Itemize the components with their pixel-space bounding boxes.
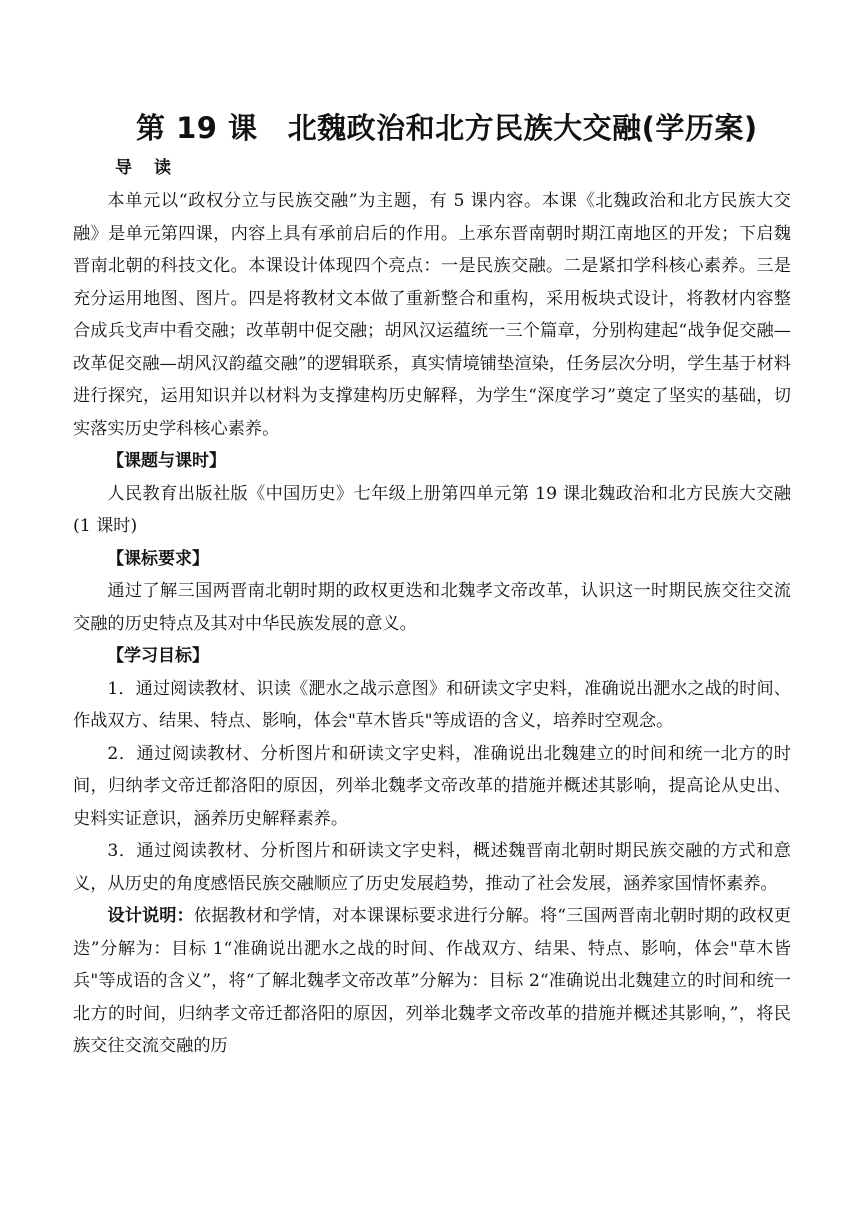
goal-item-2: 2．通过阅读教材、分析图片和研读文字史料，准确说出北魏建立的时间和统一北方的时间，归纳孝文帝迁都洛阳的原因，列举北魏孝文帝改革的措施并概述其影响，提高论从史出、史料实证意识，涵养历史解释素养。 xyxy=(73,743,791,829)
lesson-topic: 北魏政治和北方民族大交融(学历案) xyxy=(287,111,758,145)
topic-hours-heading: 【课题与课时】 xyxy=(107,451,226,471)
guide-heading: 导读 xyxy=(115,158,193,178)
document-page xyxy=(73,105,791,1063)
standard-paragraph: 通过了解三国两晋南北朝时期的政权更迭和北魏孝文帝改革，认识这一时期民族交往交流交融的历史特点及其对中华民族发展的意义。 xyxy=(73,581,791,634)
design-note-paragraph xyxy=(73,900,791,1063)
goal-item-1: 1．通过阅读教材、识读《淝水之战示意图》和研读文字史料，准确说出淝水之战的时间、作战双方、结果、特点、影响，体会"草木皆兵"等成语的含义，培养时空观念。 xyxy=(73,678,791,731)
design-note-text: 依据教材和学情，对本课课标要求进行分解。将“三国两晋南北朝时期的政权更迭”分解为：目标 1“准确说出淝水之战的时间、作战双方、结果、特点、影响，体会"草木皆兵"等成语的含义”，将“了解北魏孝文帝改革”分解为：目标 2“准确说出北魏建立的时间和统一北方的时间，归纳孝文帝迁都洛阳的原因，列举北魏孝文帝改革的措施并概述其影响，”，将民族交往交流交融的历 xyxy=(73,906,791,1056)
goals-heading: 【学习目标】 xyxy=(107,646,209,666)
standard-heading: 【课标要求】 xyxy=(107,548,209,569)
page-title xyxy=(136,105,791,151)
lesson-number: 第 19 课 xyxy=(136,111,258,145)
goal-item-3: 3．通过阅读教材、分析图片和研读文字史料，概述魏晋南北朝时期民族交融的方式和意义，从历史的角度感悟民族交融顺应了历史发展趋势，推动了社会发展，涵养家国情怀素养。 xyxy=(73,841,791,894)
guide-paragraph: 本单元以“政权分立与民族交融”为主题，有 5 课内容。本课《北魏政治和北方民族大交融》是单元第四课，内容上具有承前启后的作用。上承东晋南朝时期江南地区的开发；下启魏晋南北朝的科技文化。本课设计体现四个亮点：一是民族交融。二是紧扣学科核心素养。三是充分运用地图、图片。四是将教材文本做了重新整合和重构，采用板块式设计，将教材内容整合成兵戈声中看交融；改革朝中促交融；胡风汉运蕴统一三个篇章，分别构建起“战争促交融—改革促交融—胡风汉韵蕴交融”的逻辑联系，真实情境铺垫渲染，任务层次分明，学生基于材料进行探究，运用知识并以材料为支撑建构历史解释，为学生“深度学习”奠定了坚实的基础，切实落实历史学科核心素养。 xyxy=(73,191,791,439)
topic-hours-paragraph: 人民教育出版社版《中国历史》七年级上册第四单元第 19 课北魏政治和北方民族大交融 (1 课时) xyxy=(73,483,791,536)
design-note-label: 设计说明： xyxy=(107,906,194,926)
